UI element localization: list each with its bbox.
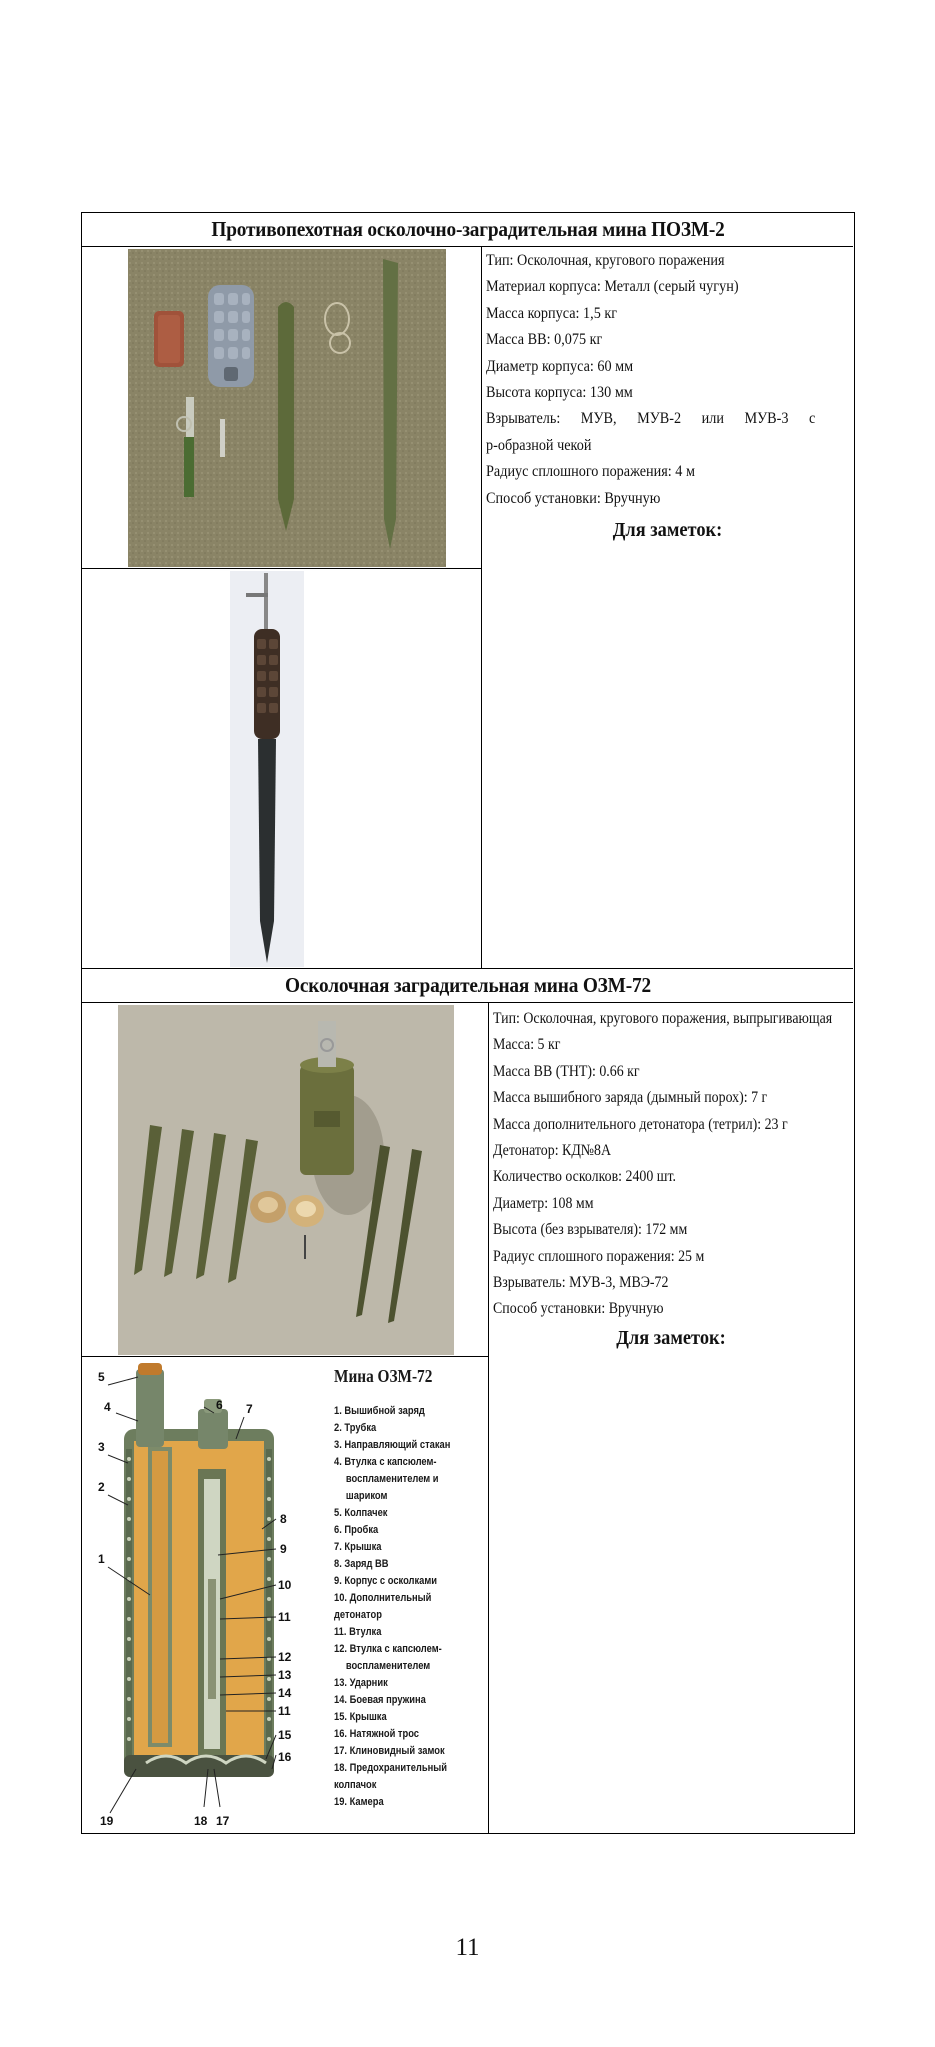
spec-fuse-continued: р-образной чекой	[486, 436, 592, 454]
diagram-title: Мина ОЗМ-72	[334, 1366, 433, 1386]
legend-item: воспламенителем	[345, 1660, 431, 1672]
column-divider-2	[488, 1002, 489, 1834]
callout-left: 5	[98, 1370, 105, 1384]
legend-item: 17. Клиновидный замок	[334, 1745, 445, 1757]
legend-item: 19. Камера	[334, 1796, 384, 1808]
spec-height: Высота (без взрывателя): 172 мм	[493, 1221, 688, 1239]
callout-right: 9	[280, 1542, 287, 1556]
rule-between-photos-1	[82, 568, 481, 569]
legend-item: 16. Натяжной трос	[334, 1728, 419, 1740]
section1-title: Противопехотная осколочно-заградительная мина ПОЗМ-2	[211, 217, 725, 241]
spec-install: Способ установки: Вручную	[493, 1300, 664, 1318]
spec-body-mass: Масса корпуса: 1,5 кг	[486, 304, 618, 322]
legend-item: 7. Крышка	[334, 1541, 382, 1553]
legend-item: 1. Вышибной заряд	[334, 1405, 425, 1417]
legend-item: воспламенителем и шариком	[345, 1473, 439, 1502]
spec-diameter: Диаметр корпуса: 60 мм	[486, 357, 634, 375]
legend-item: 15. Крышка	[334, 1711, 387, 1723]
legend-item: 3. Направляющий стакан	[334, 1439, 451, 1451]
spec-detonator: Детонатор: КД№8А	[493, 1142, 612, 1160]
legend-item: 6. Пробка	[334, 1524, 379, 1536]
pozm2-assembled-photo	[230, 571, 304, 967]
callout-right: 13	[278, 1668, 292, 1682]
fuse-word: Взрыватель:	[486, 410, 561, 428]
legend-item: 2. Трубка	[334, 1422, 377, 1434]
legend-item: 14. Боевая пружина	[334, 1694, 426, 1706]
legend-item: 8. Заряд ВВ	[334, 1558, 389, 1570]
legend-item: 11. Втулка	[334, 1626, 382, 1638]
spec-fragments: Количество осколков: 2400 шт.	[493, 1168, 676, 1186]
callout-left: 4	[104, 1400, 111, 1414]
section1-specs	[486, 248, 815, 512]
spec-radius: Радиус сплошного поражения: 25 м	[493, 1247, 705, 1265]
legend-item: 10. Дополнительный детонатор	[334, 1592, 432, 1621]
callout-right: 7	[246, 1402, 253, 1416]
callout-left: 19	[100, 1814, 114, 1828]
section2-title: Осколочная заградительная мина ОЗМ-72	[285, 973, 651, 997]
spec-mass: Масса: 5 кг	[493, 1036, 561, 1054]
callout-right: 10	[278, 1578, 292, 1592]
spec-material: Материал корпуса: Металл (серый чугун)	[486, 278, 739, 296]
callout-right: 8	[280, 1512, 287, 1526]
callout-bottom: 17	[216, 1814, 230, 1828]
callout-right: 12	[278, 1650, 292, 1664]
callout-right: 14	[278, 1686, 292, 1700]
fuse-word: МУВ-3	[744, 410, 789, 428]
fuse-word: МУВ-2	[637, 410, 682, 428]
legend-item: 9. Корпус с осколками	[334, 1575, 438, 1587]
spec-explosive-mass: Масса ВВ: 0,075 кг	[486, 331, 603, 349]
callout-left: 1	[98, 1552, 105, 1566]
rule-between-photos-2	[82, 1356, 488, 1357]
section2-notes-label: Для заметок:	[616, 1327, 726, 1349]
callout-left: 2	[98, 1480, 105, 1494]
spec-extra-detonator: Масса дополнительного детонатора (тетрил): 23 г	[493, 1115, 788, 1133]
legend-item: 13. Ударник	[334, 1677, 388, 1689]
pozm2-components-photo	[128, 249, 446, 567]
rule-under-title-2	[82, 1002, 853, 1003]
fuse-word: МУВ,	[580, 410, 617, 428]
callout-right: 6	[216, 1398, 223, 1412]
legend-item: 12. Втулка с капсюлем-	[334, 1643, 442, 1655]
fuse-word: или	[701, 410, 724, 428]
rule-section-divider	[82, 968, 853, 969]
callout-right: 11	[278, 1704, 291, 1718]
spec-type: Тип: Осколочная, кругового поражения	[486, 252, 725, 269]
section1-notes-label: Для заметок:	[612, 519, 723, 541]
spec-type: Тип: Осколочная, кругового поражения, выпрыгивающая	[493, 1010, 833, 1027]
callout-right: 15	[278, 1728, 292, 1742]
diagram-legend	[334, 1365, 463, 1811]
callout-left: 3	[98, 1440, 105, 1454]
legend-item: 18. Предохранительный колпачок	[334, 1762, 447, 1791]
spec-diameter: Диаметр: 108 мм	[493, 1194, 594, 1212]
page-number: 11	[455, 1934, 480, 1961]
mine-table	[81, 212, 855, 1834]
callout-bottom: 18	[194, 1814, 208, 1828]
fuse-word: с	[809, 410, 816, 428]
spec-radius: Радиус сплошного поражения: 4 м	[486, 463, 695, 481]
spec-height: Высота корпуса: 130 мм	[486, 384, 633, 402]
column-divider-1	[481, 246, 482, 968]
callout-right: 11	[278, 1610, 291, 1624]
section2-specs	[493, 1006, 832, 1323]
callout-right: 16	[278, 1750, 292, 1764]
ozm72-components-photo	[118, 1005, 454, 1355]
spec-fuse	[486, 406, 815, 432]
spec-explosive-mass: Масса ВВ (ТНТ): 0.66 кг	[493, 1062, 640, 1080]
rule-under-title-1	[82, 246, 853, 247]
spec-ejection-charge: Масса вышибного заряда (дымный порох): 7 г	[493, 1089, 768, 1107]
spec-install: Способ установки: Вручную	[486, 489, 661, 507]
legend-item: 4. Втулка с капсюлем-	[334, 1456, 437, 1468]
ozm72-cutaway-diagram	[86, 1359, 486, 1833]
spec-fuse: Взрыватель: МУВ-3, МВЭ-72	[493, 1274, 669, 1292]
legend-item: 5. Колпачек	[334, 1507, 388, 1519]
